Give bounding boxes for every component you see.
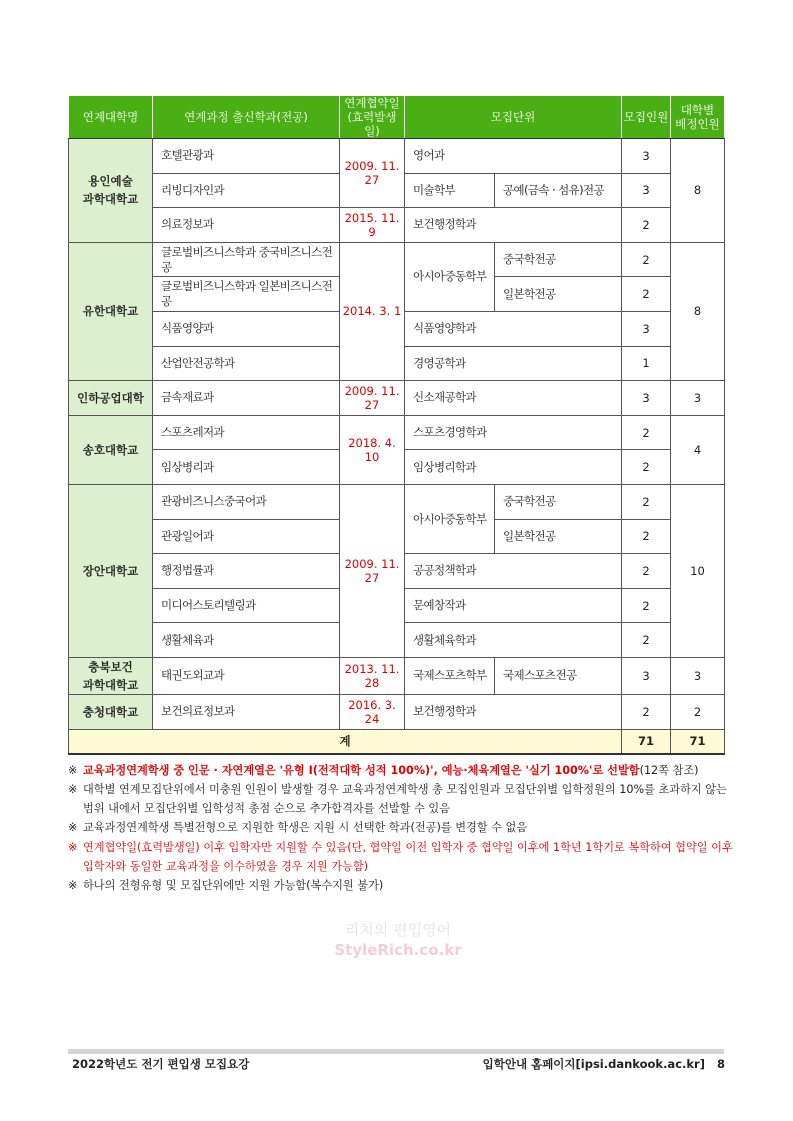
count-cell: 8: [671, 242, 725, 380]
text-cell: 관광비즈니스중국어과: [153, 484, 340, 519]
reference-mark-icon: ※: [68, 879, 78, 893]
agreement-date-cell: 2018. 4. 10: [340, 415, 405, 484]
university-cell: 장안대학교: [69, 484, 153, 657]
header-agreement-date: 연계협약일 (효력발생일): [340, 96, 405, 139]
count-cell: 3: [671, 381, 725, 416]
count-cell: 3: [622, 381, 671, 416]
note-3: ※ 교육과정연계학생 특별전형으로 지원한 학생은 지원 시 선택한 학과(전공)를 변경할 수 없음: [68, 818, 733, 837]
text-cell: 미디어스토리텔링과: [153, 588, 340, 623]
text-cell: 태권도외교과: [153, 657, 340, 694]
footer-right: [483, 1056, 725, 1072]
note-4: ※ 연계협약일(효력발생일) 이후 입학자만 지원할 수 있음(단, 협약일 이전 입학자 중 협약일 이후에 1학년 1학기로 복학하여 협약일 이후 입학자와 동일한 교육과정을 이수하였을 경우 지원 가능함): [68, 838, 733, 877]
text-cell: 스포츠레저과: [153, 415, 340, 450]
watermark: [318, 920, 478, 960]
text-cell: 국제스포츠학부: [405, 657, 495, 694]
text-cell: 행정법률과: [153, 554, 340, 589]
count-cell: 3: [671, 657, 725, 694]
university-cell: 충북보건 과학대학교: [69, 657, 153, 694]
count-cell: 2: [622, 554, 671, 589]
text-cell: 일본학전공: [495, 519, 622, 554]
footer-title: 2022학년도 전기 편입생 모집요강: [72, 1057, 250, 1071]
text-cell: 공공정책학과: [405, 554, 622, 589]
table-row: [69, 484, 725, 519]
note-1: ※ 교육과정연계학생 중 인문 · 자연계열은 '유형 I(전적대학 성적 100%)', 예능·체육계열은 '실기 100%'로 선발함(12쪽 참조): [68, 761, 733, 780]
agreement-date-cell: 2015. 11. 9: [340, 208, 405, 243]
watermark-line1: 리치의 편입영어: [344, 920, 452, 939]
count-cell: 2: [622, 277, 671, 312]
table-row: [69, 208, 725, 243]
header-alloc-count: 대학별 배정인원: [671, 96, 725, 139]
count-cell: 4: [671, 415, 725, 484]
count-cell: 3: [622, 311, 671, 346]
text-cell: 생활체육학과: [405, 623, 622, 658]
count-cell: 8: [671, 139, 725, 243]
count-cell: 2: [622, 519, 671, 554]
total-label: 계: [69, 729, 622, 754]
table-row: [69, 657, 725, 694]
university-cell: 용인예술 과학대학교: [69, 139, 153, 243]
text-cell: 산업안전공학과: [153, 346, 340, 381]
text-cell: 공예(금속 · 섬유)전공: [495, 173, 622, 208]
text-cell: 일본학전공: [495, 277, 622, 312]
count-cell: 2: [622, 623, 671, 658]
university-cell: 충청대학교: [69, 694, 153, 729]
agreement-date-cell: 2009. 11. 27: [340, 139, 405, 208]
total-row: [69, 729, 725, 754]
text-cell: 중국학전공: [495, 242, 622, 277]
text-cell: 생활체육과: [153, 623, 340, 658]
note-2: ※ 대학별 연계모집단위에서 미충원 인원이 발생할 경우 교육과정연계학생 총 모집인원과 모집단위별 입학정원의 10%를 초과하지 않는 범위 내에서 모집단위별 입학성적 총점 순으로 추가합격자를 선발할 수 있음: [68, 780, 733, 819]
table-row: [69, 242, 725, 277]
watermark-line2: StyleRich.co.kr: [334, 940, 462, 959]
text-cell: 리빙디자인과: [153, 173, 340, 208]
table-row: [69, 415, 725, 450]
text-cell: 의료정보과: [153, 208, 340, 243]
count-cell: 2: [622, 415, 671, 450]
table-row: [69, 694, 725, 729]
text-cell: 보건행정학과: [405, 208, 622, 243]
table-header-row: [69, 96, 725, 139]
agreement-date-cell: 2014. 3. 1: [340, 242, 405, 380]
table-row: [69, 139, 725, 174]
agreement-date-cell: 2016. 3. 24: [340, 694, 405, 729]
text-cell: 금속재료과: [153, 381, 340, 416]
header-university: 연계대학명: [69, 96, 153, 139]
count-cell: 2: [622, 242, 671, 277]
page-number: 8: [716, 1057, 725, 1071]
text-cell: 글로벌비즈니스학과 일본비즈니스전공: [153, 277, 340, 312]
university-cell: 유한대학교: [69, 242, 153, 380]
text-cell: 문예창작과: [405, 588, 622, 623]
university-cell: 인하공업대학: [69, 381, 153, 416]
text-cell: 중국학전공: [495, 484, 622, 519]
count-cell: 2: [622, 484, 671, 519]
footer-divider: [68, 1049, 724, 1054]
count-cell: 3: [622, 657, 671, 694]
text-cell: 스포츠경영학과: [405, 415, 622, 450]
count-cell: 3: [622, 139, 671, 174]
page-content: [68, 95, 733, 960]
text-cell: 임상병리학과: [405, 450, 622, 485]
text-cell: 신소재공학과: [405, 381, 622, 416]
university-cell: 송호대학교: [69, 415, 153, 484]
text-cell: 경영공학과: [405, 346, 622, 381]
text-cell: 아시아중동학부: [405, 242, 495, 311]
reference-mark-icon: ※: [68, 840, 78, 854]
count-cell: 1: [622, 346, 671, 381]
count-cell: 2: [622, 450, 671, 485]
total-recruit: 71: [622, 729, 671, 754]
notes: [68, 761, 733, 896]
note-5: ※ 하나의 전형유형 및 모집단위에만 지원 가능함(복수지원 불가): [68, 876, 733, 895]
count-cell: 2: [622, 694, 671, 729]
count-cell: 2: [622, 208, 671, 243]
reference-mark-icon: ※: [68, 821, 78, 835]
reference-mark-icon: ※: [68, 782, 78, 796]
text-cell: 보건행정학과: [405, 694, 622, 729]
text-cell: 글로벌비즈니스학과 중국비즈니스전공: [153, 242, 340, 277]
count-cell: 2: [671, 694, 725, 729]
count-cell: 3: [622, 173, 671, 208]
text-cell: 보건의료정보과: [153, 694, 340, 729]
table-row: [69, 381, 725, 416]
agreement-date-cell: 2013. 11. 28: [340, 657, 405, 694]
text-cell: 식품영양학과: [405, 311, 622, 346]
text-cell: 영어과: [405, 139, 622, 174]
total-alloc: 71: [671, 729, 725, 754]
text-cell: 미술학부: [405, 173, 495, 208]
text-cell: 국제스포츠전공: [495, 657, 622, 694]
text-cell: 호텔관광과: [153, 139, 340, 174]
header-recruit-count: 모집인원: [622, 96, 671, 139]
text-cell: 임상병리과: [153, 450, 340, 485]
text-cell: 아시아중동학부: [405, 484, 495, 553]
agreement-date-cell: 2009. 11. 27: [340, 484, 405, 657]
header-source-dept: 연계과정 출신학과(전공): [153, 96, 340, 139]
recruitment-table: [68, 95, 725, 755]
text-cell: 식품영양과: [153, 311, 340, 346]
footer-website-link[interactable]: 입학안내 홈페이지[ipsi.dankook.ac.kr]: [482, 1057, 705, 1071]
text-cell: 관광일어과: [153, 519, 340, 554]
header-recruit-unit: 모집단위: [405, 96, 622, 139]
count-cell: 10: [671, 484, 725, 657]
agreement-date-cell: 2009. 11. 27: [340, 381, 405, 416]
count-cell: 2: [622, 588, 671, 623]
reference-mark-icon: ※: [68, 763, 78, 777]
